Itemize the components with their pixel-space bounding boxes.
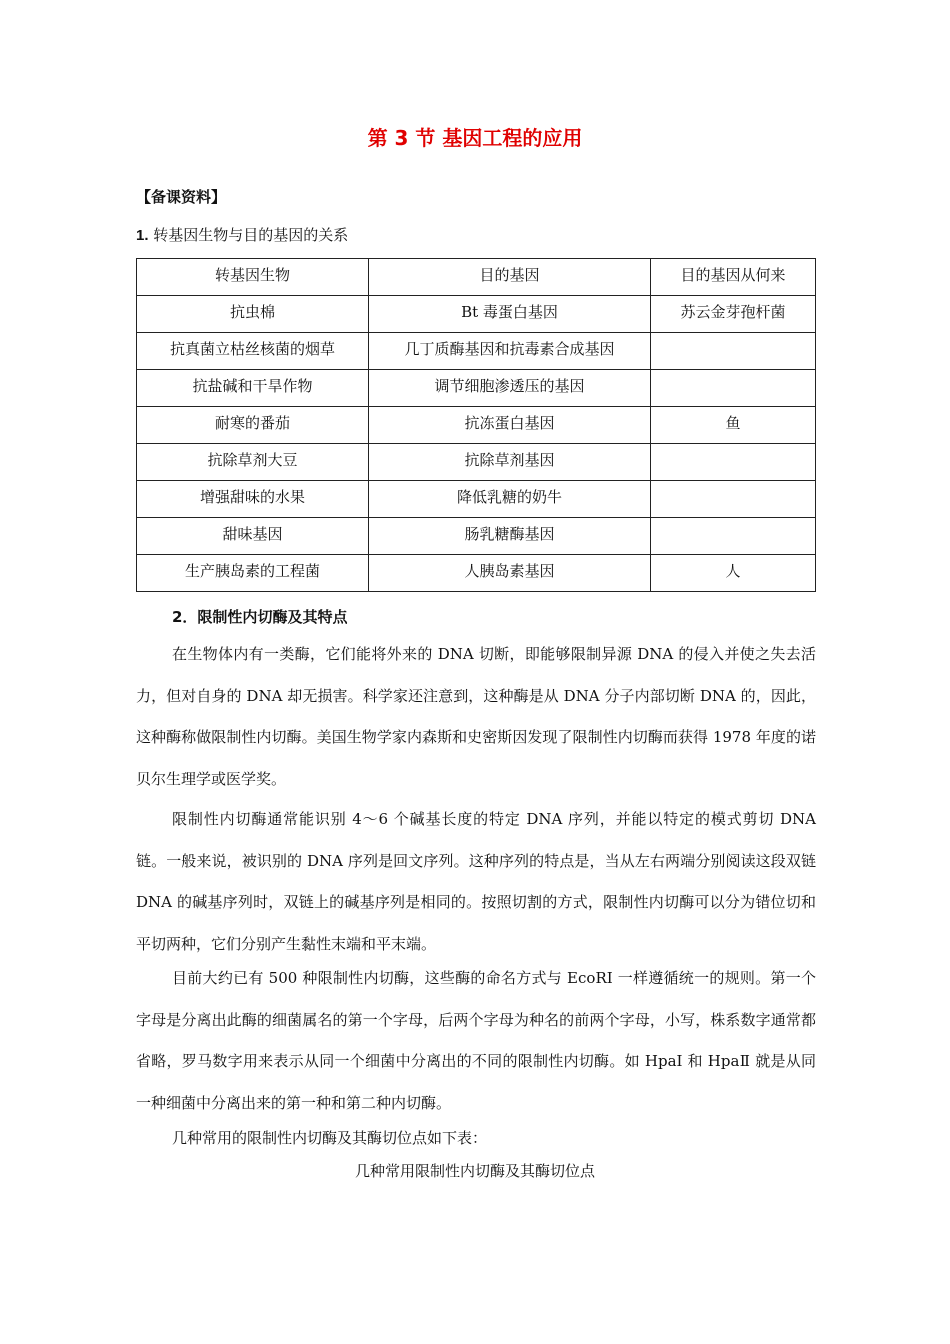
heading-1-text: 转基因生物与目的基因的关系 <box>153 226 349 244</box>
table-row <box>137 296 816 333</box>
table-cell <box>651 370 816 407</box>
paragraph: 目前大约已有 500 种限制性内切酶，这些酶的命名方式与 EcoRI 一样遵循统一的规则。第一个字母是分离出此酶的细菌属名的第一个字母，后两个字母为种名的前两个字母，小写，株系数字通常都省略，罗马数字用来表示从同一个细菌中分离出的不同的限制性内切酶。如 HpaI 和 HpaⅡ 就是从同一种细菌中分离出来的第一种和第二种内切酶。 <box>136 969 816 1112</box>
table-cell <box>651 518 816 555</box>
table-cell: 肠乳糖酶基因 <box>369 518 651 555</box>
page-title: 第 3 节 基因工程的应用 <box>367 126 583 150</box>
table-cell: 抗盐碱和干旱作物 <box>137 370 369 407</box>
table-cell: 苏云金芽孢杆菌 <box>651 296 816 333</box>
table-cell: 降低乳糖的奶牛 <box>369 481 651 518</box>
table-row <box>137 407 816 444</box>
table-header-cell: 目的基因 <box>369 259 651 296</box>
paragraph: 限制性内切酶通常能识别 4～6 个碱基长度的特定 DNA 序列，并能以特定的模式剪切 DNA 链。一般来说，被识别的 DNA 序列是回文序列。这种序列的特点是，当从左右两端分别阅读这段双链 DNA 的碱基序列时，双链上的碱基序列是相同的。按照切割的方式，限制性内切酶可以分为错位切和平切两种，它们分别产生黏性末端和平末端。 <box>136 810 816 953</box>
table-cell: 调节细胞渗透压的基因 <box>369 370 651 407</box>
heading-1 <box>136 224 348 245</box>
table-cell <box>651 444 816 481</box>
table-caption: 几种常用限制性内切酶及其酶切位点 <box>354 1162 595 1180</box>
paragraph: 在生物体内有一类酶，它们能将外来的 DNA 切断，即能够限制异源 DNA 的侵入并使之失去活力，但对自身的 DNA 却无损害。科学家还注意到，这种酶是从 DNA 分子内部切断 DNA 的，因此，这种酶称做限制性内切酶。美国生物学家内森斯和史密斯因发现了限制性内切酶而获得 1978 年度的诺贝尔生理学或医学奖。 <box>136 645 816 788</box>
heading-2: 2．限制性内切酶及其特点 <box>172 608 348 626</box>
table-cell: 几丁质酶基因和抗毒素合成基因 <box>369 333 651 370</box>
table-cell: 生产胰岛素的工程菌 <box>137 555 369 592</box>
table-cell: 人胰岛素基因 <box>369 555 651 592</box>
table-header-cell: 转基因生物 <box>137 259 369 296</box>
table-cell: 鱼 <box>651 407 816 444</box>
paragraph: 几种常用的限制性内切酶及其酶切位点如下表： <box>172 1129 488 1147</box>
table-row <box>137 518 816 555</box>
table-header-row <box>137 259 816 296</box>
table-cell: 增强甜味的水果 <box>137 481 369 518</box>
table-row <box>137 444 816 481</box>
table-cell: 抗真菌立枯丝核菌的烟草 <box>137 333 369 370</box>
table-row <box>137 333 816 370</box>
table-cell: 抗冻蛋白基因 <box>369 407 651 444</box>
table-cell: 抗除草剂基因 <box>369 444 651 481</box>
table-row <box>137 555 816 592</box>
table-cell <box>651 333 816 370</box>
table-cell: 耐寒的番茄 <box>137 407 369 444</box>
table-cell: 抗虫棉 <box>137 296 369 333</box>
table-cell: 甜味基因 <box>137 518 369 555</box>
table-row <box>137 370 816 407</box>
table-row <box>137 481 816 518</box>
gene-table <box>136 258 816 592</box>
table-cell <box>651 481 816 518</box>
table-header-cell: 目的基因从何来 <box>651 259 816 296</box>
table-cell: 人 <box>651 555 816 592</box>
heading-1-number: 1. <box>136 227 149 244</box>
section-label: 【备课资料】 <box>136 188 227 206</box>
table-cell: 抗除草剂大豆 <box>137 444 369 481</box>
table-cell: Bt 毒蛋白基因 <box>369 296 651 333</box>
